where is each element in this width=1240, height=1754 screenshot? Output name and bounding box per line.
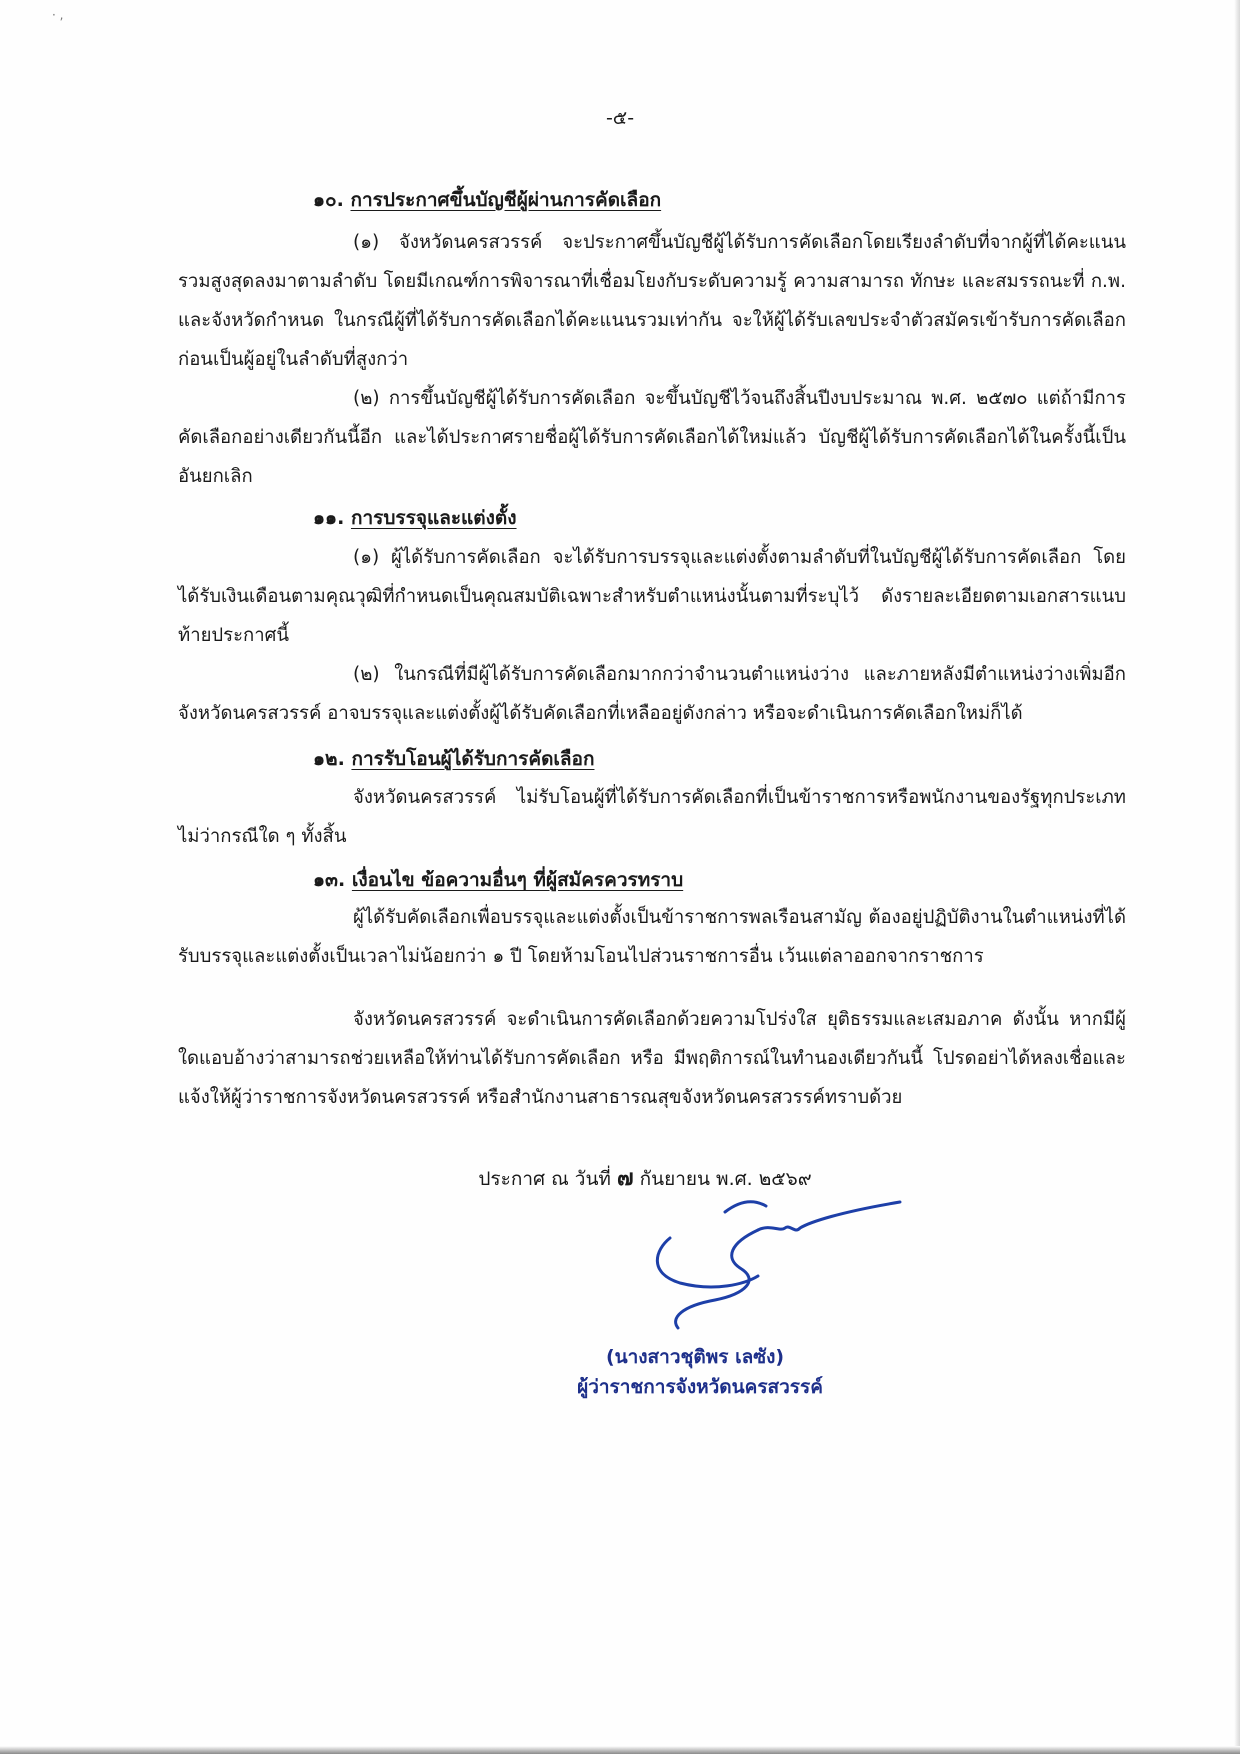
scan-edge-right (1234, 0, 1240, 1754)
section-12-number: ๑๒. (313, 748, 345, 770)
section-13-body (178, 898, 1126, 976)
section-12-body (178, 778, 1126, 856)
section-11-body (178, 538, 1126, 733)
section-12-paragraph-1: จังหวัดนครสวรรค์ ไม่รับโอนผู้ที่ได้รับการคัดเลือกที่เป็นข้าราชการหรือพนักงานของรัฐทุกประเภทไม่ว่ากรณีใด ๆ ทั้งสิ้น (178, 787, 1126, 847)
signer-name: (นางสาวชุติพร เลซัง) (605, 1346, 785, 1368)
section-11-number: ๑๑. (313, 507, 345, 529)
announcement-prefix: ประกาศ ณ วันที่ (478, 1168, 611, 1190)
announcement-day: ๗ (617, 1166, 634, 1191)
section-12-title: การรับโอนผู้ได้รับการคัดเลือก (351, 748, 595, 770)
section-10-number: ๑๐. (313, 189, 344, 211)
section-10-title: การประกาศขึ้นบัญชีผู้ผ่านการคัดเลือก (350, 189, 662, 211)
section-12-heading (313, 744, 594, 774)
section-10-body (178, 223, 1126, 496)
section-11-paragraph-1: (๑) ผู้ได้รับการคัดเลือก จะได้รับการบรรจุและแต่งตั้งตามลำดับที่ในบัญชีผู้ได้รับการคัดเลือก โดยได้รับเงินเดือนตามคุณวุฒิที่กำหนดเป็นคุณสมบัติเฉพาะสำหรับตำแหน่งนั้นตามที่ระบุไว้ ดังรายละเอียดตามเอกสารแนบท้ายประกาศนี้ (178, 547, 1126, 646)
page-number: -๕- (605, 107, 635, 129)
closing-body (178, 1000, 1126, 1117)
section-11-paragraph-2: (๒) ในกรณีที่มีผู้ได้รับการคัดเลือกมากกว่าจำนวนตำแหน่งว่าง และภายหลังมีตำแหน่งว่างเพิ่มอีก จังหวัดนครสวรรค์ อาจบรรจุและแต่งตั้งผู้ได้รับคัดเลือกที่เหลืออยู่ดังกล่าว หรือจะดำเนินการคัดเลือกใหม่ก็ได้ (178, 664, 1126, 724)
section-10-paragraph-2: (๒) การขึ้นบัญชีผู้ได้รับการคัดเลือก จะขึ้นบัญชีไว้จนถึงสิ้นปีงบประมาณ พ.ศ. ๒๕๗๐ แต่ถ้ามีการคัดเลือกอย่างเดียวกันนี้อีก และได้ประกาศรายชื่อผู้ได้รับการคัดเลือกได้ใหม่แล้ว บัญชีผู้ได้รับการคัดเลือกได้ในครั้งนี้เป็นอันยกเลิก (178, 388, 1126, 487)
section-13-title: เงื่อนไข ข้อความอื่นๆ ที่ผู้สมัครควรทราบ (351, 869, 684, 891)
section-11-title: การบรรจุและแต่งตั้ง (350, 507, 517, 529)
closing-paragraph: จังหวัดนครสวรรค์ จะดำเนินการคัดเลือกด้วยความโปร่งใส ยุติธรรมและเสมอภาค ดังนั้น หากมีผู้ใดแอบอ้างว่าสามารถช่วยเหลือให้ท่านได้รับการคัดเลือก หรือ มีพฤติการณ์ในทำนองเดียวกันนี้ โปรดอย่าได้หลงเชื่อและแจ้งให้ผู้ว่าราชการจังหวัดนครสวรรค์ หรือสำนักงานสาธารณสุขจังหวัดนครสวรรค์ทราบด้วย (178, 1009, 1126, 1108)
section-11-heading (313, 503, 517, 533)
signer-title: ผู้ว่าราชการจังหวัดนครสวรรค์ (577, 1376, 823, 1398)
section-13-heading (313, 865, 683, 895)
scan-edge-bottom (0, 1746, 1240, 1754)
section-13-paragraph-1: ผู้ได้รับคัดเลือกเพื่อบรรจุและแต่งตั้งเป็นข้าราชการพลเรือนสามัญ ต้องอยู่ปฏิบัติงานในตำแหน่งที่ได้รับบรรจุและแต่งตั้งเป็นเวลาไม่น้อยกว่า ๑ ปี โดยห้ามโอนไปส่วนราชการอื่น เว้นแต่ลาออกจากราชการ (178, 907, 1126, 967)
section-13-number: ๑๓. (313, 869, 346, 891)
handwritten-signature (620, 1188, 920, 1348)
section-10-heading (313, 185, 661, 215)
section-10-paragraph-1: (๑) จังหวัดนครสวรรค์ จะประกาศขึ้นบัญชีผู้ได้รับการคัดเลือกโดยเรียงลำดับที่จากผู้ที่ได้คะแนนรวมสูงสุดลงมาตามลำดับ โดยมีเกณฑ์การพิจารณาที่เชื่อมโยงกับระดับความรู้ ความสามารถ ทักษะ และสมรรถนะที่ ก.พ. และจังหวัดกำหนด ในกรณีผู้ที่ได้รับการคัดเลือกได้คะแนนรวมเท่ากัน จะให้ผู้ได้รับเลขประจำตัวสมัครเข้ารับการคัดเลือกก่อนเป็นผู้อยู่ในลำดับที่สูงกว่า (178, 232, 1126, 370)
announcement-suffix: กันยายน พ.ศ. ๒๕๖๙ (639, 1168, 812, 1190)
scan-mark: · , (52, 8, 64, 22)
